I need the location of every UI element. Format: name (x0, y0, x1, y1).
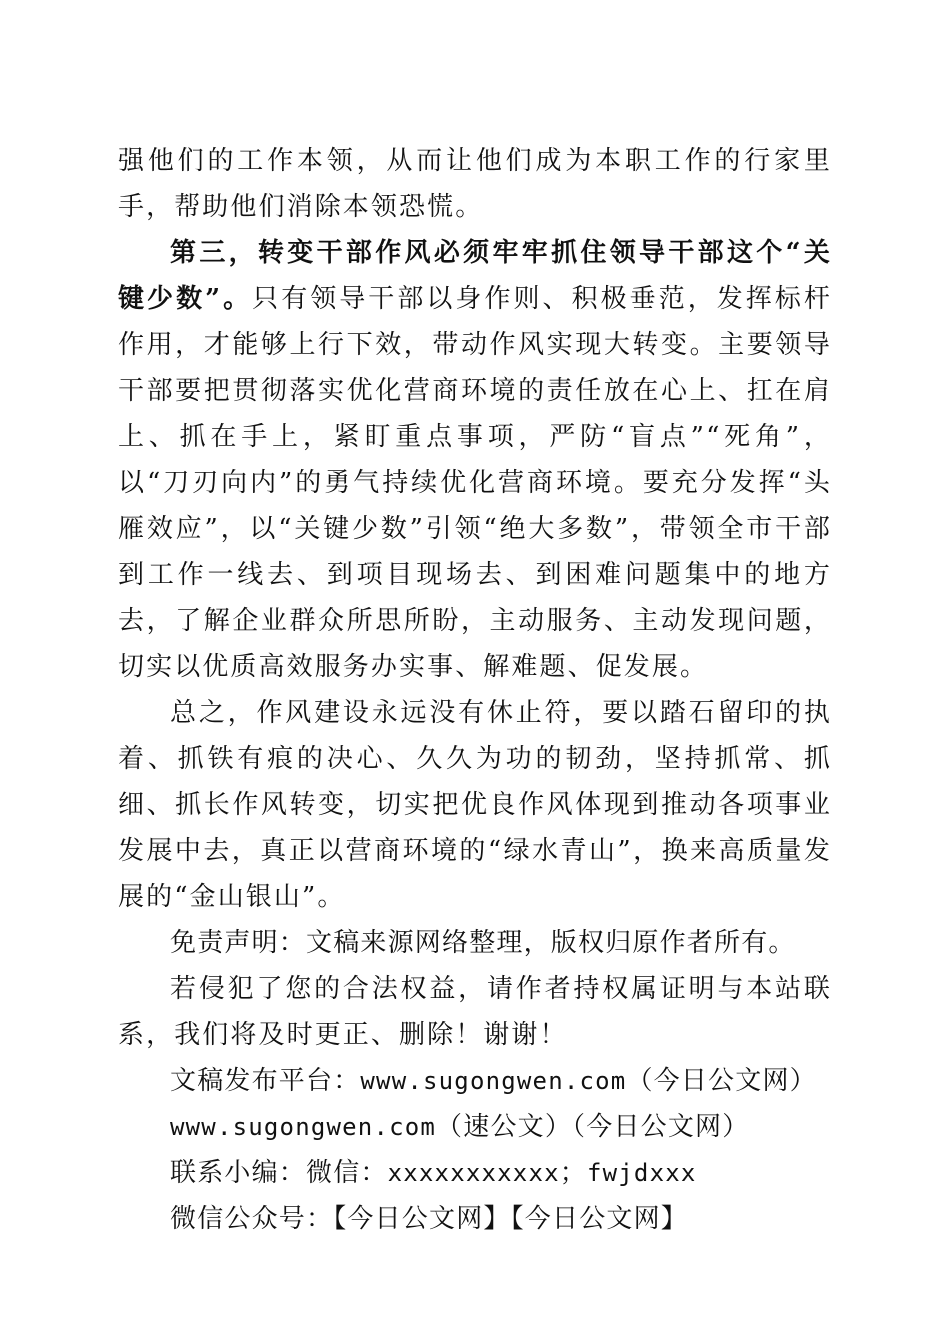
contact-wechat: xxxxxxxxxxx (387, 1159, 560, 1187)
site-name: （速公文）（今日公文网） (436, 1112, 750, 1142)
official-account-line (118, 1196, 832, 1242)
third-point-heading: 第三，转变干部作风必须牢牢抓住领导干部这个“关键少数”。 (118, 238, 832, 314)
platform-url-link[interactable]: www.sugongwen.com (360, 1067, 627, 1095)
conclusion-text: 总之，作风建设永远没有休止符，要以踏石留印的执着、抓铁有痕的决心、久久为功的韧劲，坚持抓常、抓细、抓长作风转变，切实把优良作风体现到推动各项事业发展中去，真正以营商环境的“绿水青山”，换来高质量发展的“金山银山”。 (118, 698, 832, 912)
continuation-paragraph (118, 138, 832, 230)
official-account-label: 微信公众号： (170, 1204, 334, 1234)
disclaimer-text: 免责声明：文稿来源网络整理，版权归原作者所有。 (170, 928, 796, 958)
third-point-paragraph (118, 230, 832, 690)
official-account-name: 【今日公文网】【今日公文网】 (333, 1204, 689, 1234)
contact-line (118, 1150, 832, 1196)
platform-line (118, 1058, 832, 1104)
site-line (118, 1104, 832, 1150)
contact-separator: ； (559, 1158, 587, 1188)
infringement-text: 若侵犯了您的合法权益，请作者持权属证明与本站联系，我们将及时更正、删除！谢谢！ (118, 974, 832, 1050)
footer-notice (118, 920, 832, 1242)
infringement-line (118, 966, 832, 1058)
contact-id: fwjdxxx (586, 1159, 697, 1187)
platform-name: （今日公文网） (626, 1066, 817, 1096)
contact-label: 联系小编：微信： (170, 1158, 388, 1188)
conclusion-paragraph (118, 690, 832, 920)
third-point-body: 只有领导干部以身作则、积极垂范，发挥标杆作用，才能够上行下效，带动作风实现大转变。主要领导干部要把贯彻落实优化营商环境的责任放在心上、扛在肩上、抓在手上，紧盯重点事项，严防“盲点”“死角”，以“刀刃向内”的勇气持续优化营商环境。要充分发挥“头雁效应”，以“关键少数”引领“绝大多数”，带领全市干部到工作一线去、到项目现场去、到困难问题集中的地方去，了解企业群众所思所盼，主动服务、主动发现问题，切实以优质高效服务办实事、解难题、促发展。 (118, 284, 832, 682)
continuation-text: 强他们的工作本领，从而让他们成为本职工作的行家里手，帮助他们消除本领恐慌。 (118, 146, 832, 222)
platform-label: 文稿发布平台： (170, 1066, 361, 1096)
site-url-link[interactable]: www.sugongwen.com (170, 1113, 437, 1141)
disclaimer-line (118, 920, 832, 966)
document-body (118, 138, 832, 1242)
